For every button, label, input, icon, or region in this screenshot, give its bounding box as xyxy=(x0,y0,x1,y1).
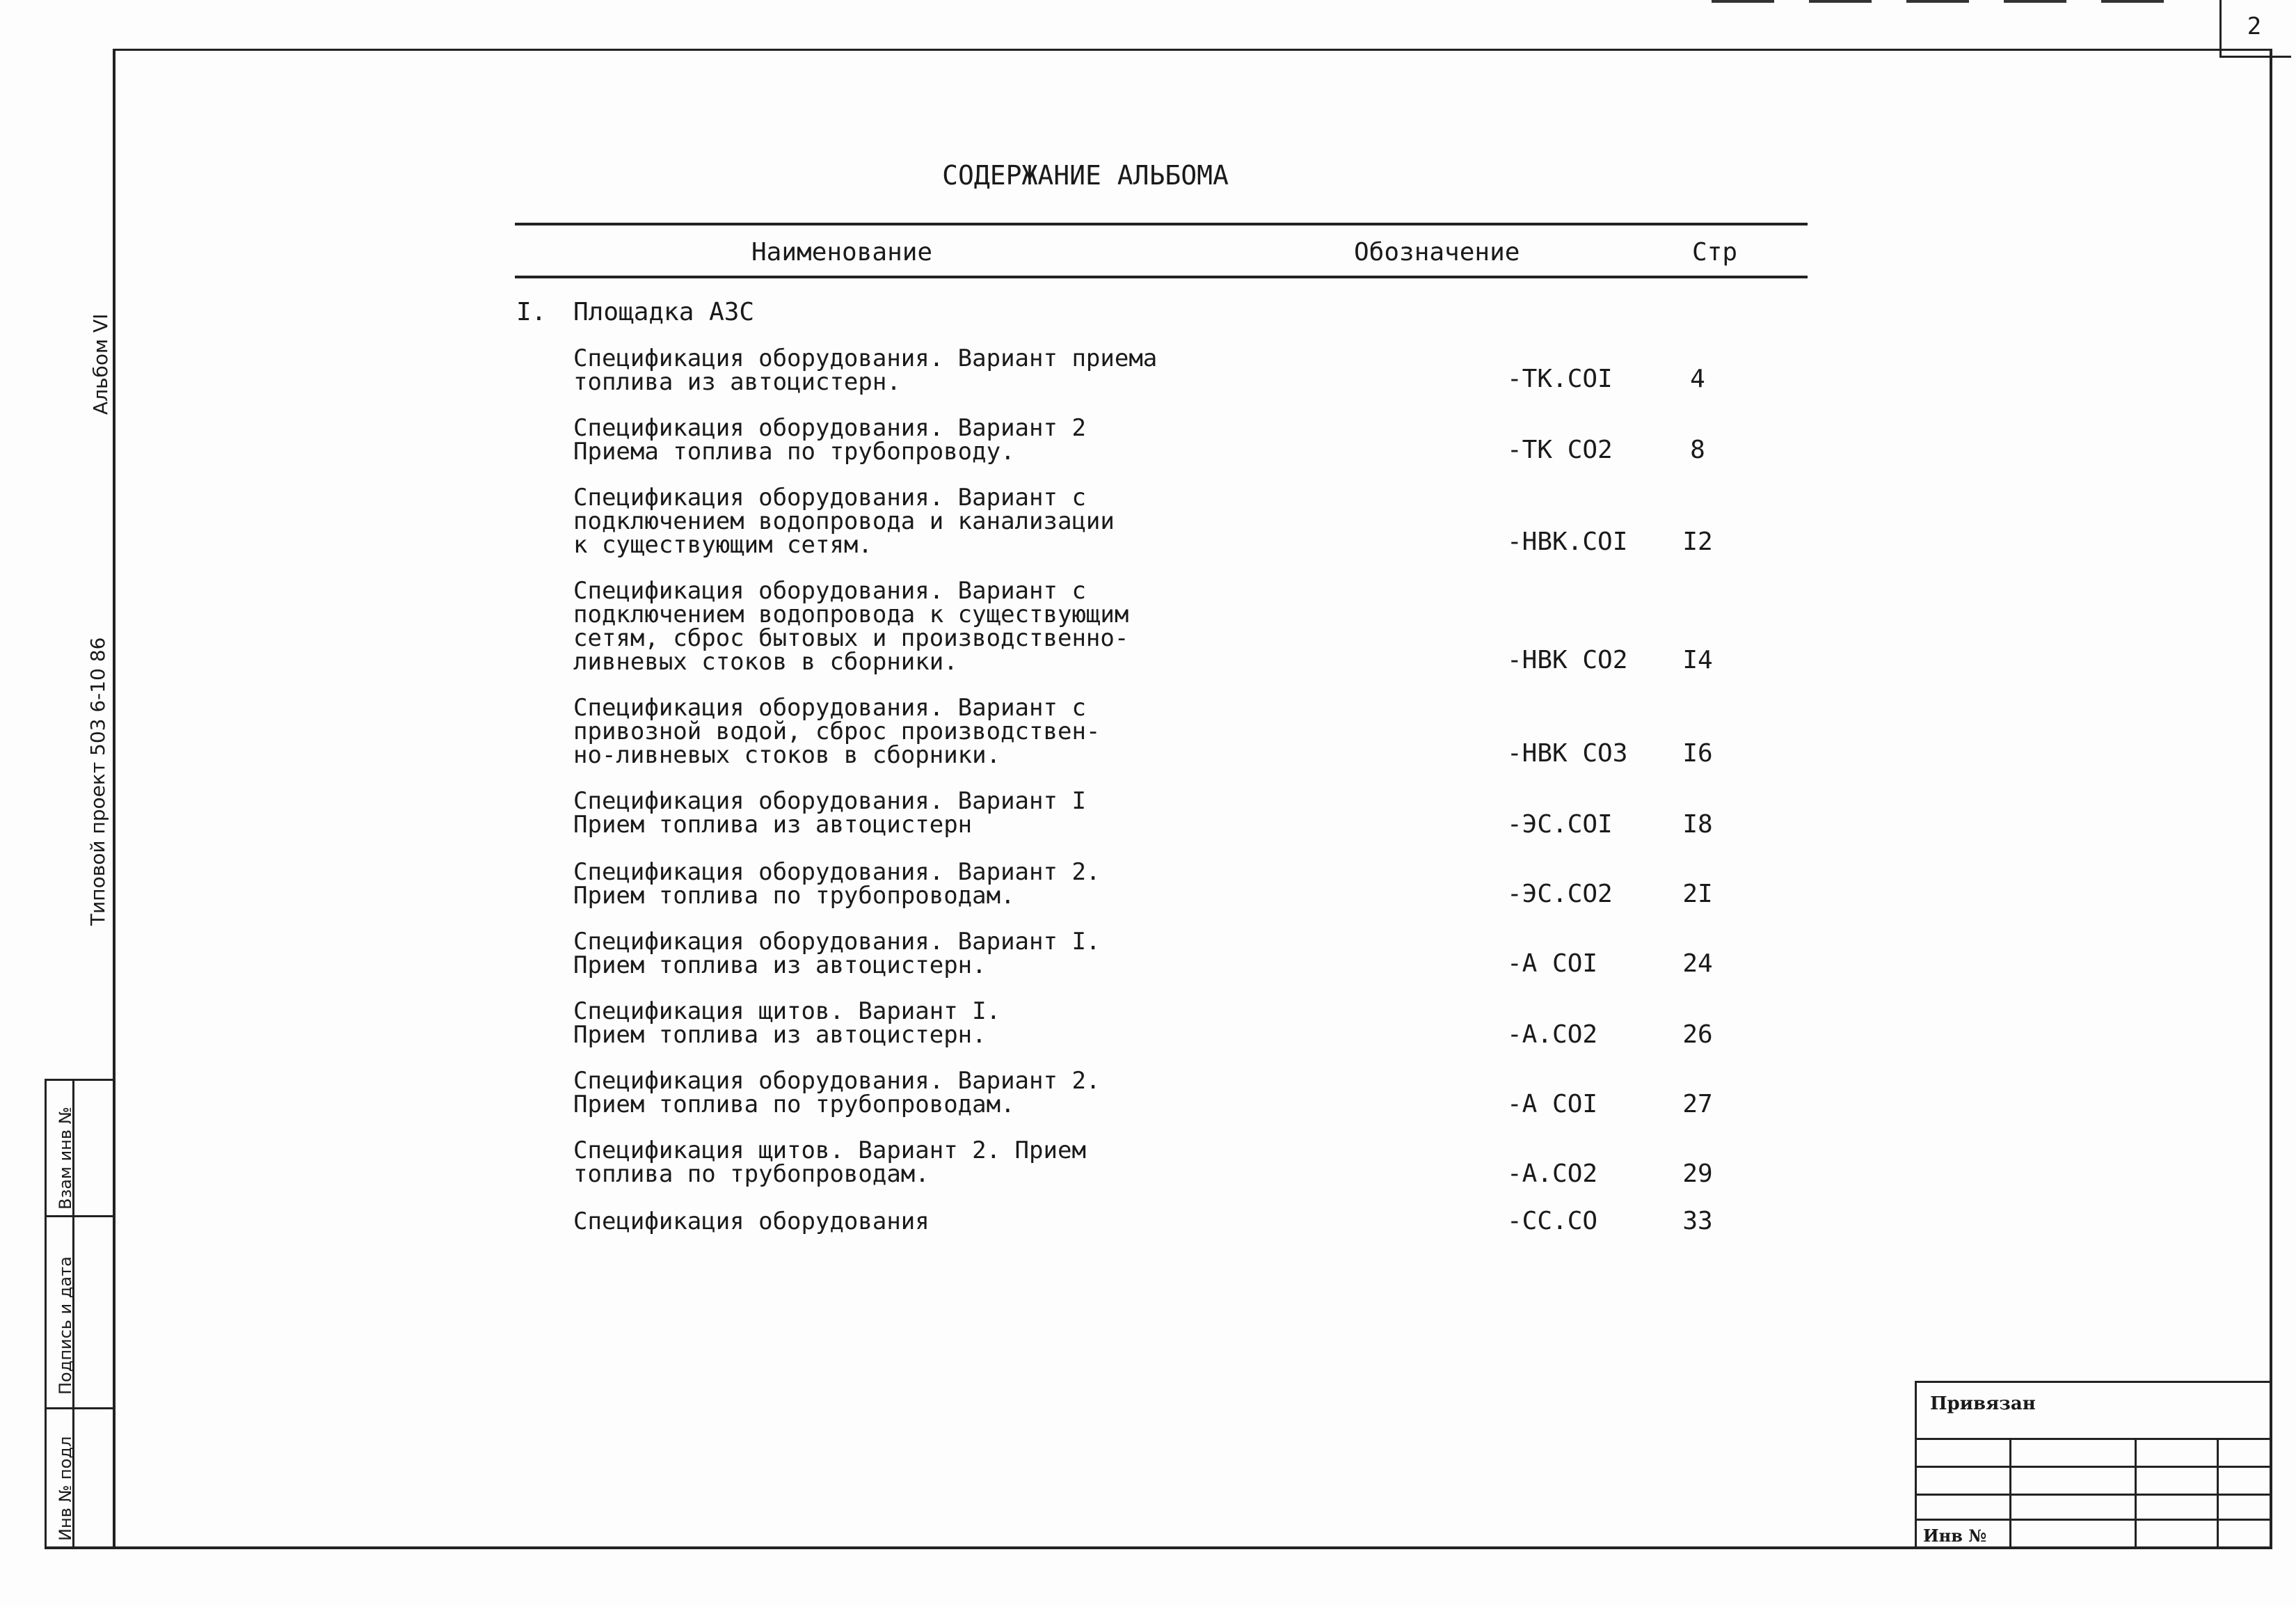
stamp-sign-date: Подпись и дата xyxy=(56,1256,75,1395)
row-name: Спецификация оборудования. Вариант I. Прием топлива из автоцистерн. xyxy=(573,928,1101,979)
row-page: I6 xyxy=(1682,739,1713,768)
row-code: -СС.СО xyxy=(1507,1207,1598,1235)
row-page: I8 xyxy=(1682,810,1713,839)
binding-grid-line xyxy=(2135,1438,2137,1546)
row-page: I2 xyxy=(1682,528,1713,556)
binding-grid-line xyxy=(2009,1438,2011,1546)
row-name: Спецификация оборудования. Вариант 2. Прием топлива по трубопроводам. xyxy=(573,1067,1101,1118)
row-code: -НВК.СОI xyxy=(1507,528,1628,556)
row-page: 2I xyxy=(1682,880,1713,908)
row-page: 8 xyxy=(1690,436,1705,464)
row-name: Спецификация оборудования xyxy=(573,1208,930,1235)
page-title: СОДЕРЖАНИЕ АЛЬБОМА xyxy=(942,160,1229,191)
column-header-code: Обозначение xyxy=(1354,238,1520,267)
binding-label: Привязан xyxy=(1930,1393,2036,1414)
section-number: I. xyxy=(516,298,547,326)
top-edge-marks xyxy=(1712,0,2199,3)
row-page: 33 xyxy=(1682,1207,1713,1235)
column-header-page: Стр xyxy=(1692,238,1738,267)
project-label: Типовой проект 503 6-10 86 xyxy=(86,637,109,926)
row-page: 29 xyxy=(1682,1159,1713,1188)
page-number: 2 xyxy=(2247,13,2262,40)
row-page: I4 xyxy=(1682,646,1713,674)
row-code: -А СОI xyxy=(1507,1090,1598,1118)
column-header-name: Наименование xyxy=(751,238,933,267)
row-name: Спецификация щитов. Вариант 2. Прием топлива по трубопроводам. xyxy=(573,1137,1086,1188)
row-page: 24 xyxy=(1682,949,1713,978)
row-name: Спецификация оборудования. Вариант 2. Прием топлива по трубопроводам. xyxy=(573,858,1101,910)
table-header-rule xyxy=(515,276,1808,278)
row-code: -ЭС.СОI xyxy=(1507,810,1613,839)
album-label: Альбом VI xyxy=(89,313,112,415)
row-page: 26 xyxy=(1682,1020,1713,1049)
row-code: -НВК СО3 xyxy=(1507,739,1628,768)
row-name: Спецификация оборудования. Вариант приема топлива из автоцистерн. xyxy=(573,345,1158,396)
row-code: -А.СО2 xyxy=(1507,1020,1598,1049)
row-code: -А.СО2 xyxy=(1507,1159,1598,1188)
table-top-rule xyxy=(515,223,1808,225)
frame-top-line xyxy=(115,49,2272,51)
row-code: -НВК СО2 xyxy=(1507,646,1628,674)
row-code: -ТК СО2 xyxy=(1507,436,1613,464)
row-name: Спецификация оборудования. Вариант с подключением водопровода и канализации к существующим сетям. xyxy=(573,484,1115,559)
frame-right-line xyxy=(2270,49,2272,1549)
row-code: -ЭС.СО2 xyxy=(1507,880,1613,908)
side-stamp-rule xyxy=(45,1215,113,1217)
row-name: Спецификация оборудования. Вариант I Прием топлива из автоцистерн xyxy=(573,787,1086,839)
side-stamp-rule xyxy=(45,1407,113,1409)
section-title: Площадка АЗС xyxy=(573,298,755,326)
row-name: Спецификация оборудования. Вариант с подключением водопровода к существующим сетям, сброс бытовых и производственно- ливневых стоков в сборники. xyxy=(573,577,1129,676)
row-name: Спецификация оборудования. Вариант с привозной водой, сброс производствен- но-ливневых стоков в сборники. xyxy=(573,694,1101,769)
row-page: 27 xyxy=(1682,1090,1713,1118)
row-page: 4 xyxy=(1690,365,1705,393)
row-code: -А СОI xyxy=(1507,949,1598,978)
row-name: Спецификация щитов. Вариант I. Прием топлива из автоцистерн. xyxy=(573,997,1001,1049)
inventory-label: Инв № xyxy=(1923,1526,1987,1546)
stamp-inv-podl: Инв № подл xyxy=(56,1436,75,1541)
binding-grid-line xyxy=(2217,1438,2219,1546)
stamp-vzam-inv: Взам инв № xyxy=(56,1107,75,1210)
row-code: -ТК.СОI xyxy=(1507,365,1613,393)
row-name: Спецификация оборудования. Вариант 2 Приема топлива по трубопроводу. xyxy=(573,414,1086,466)
